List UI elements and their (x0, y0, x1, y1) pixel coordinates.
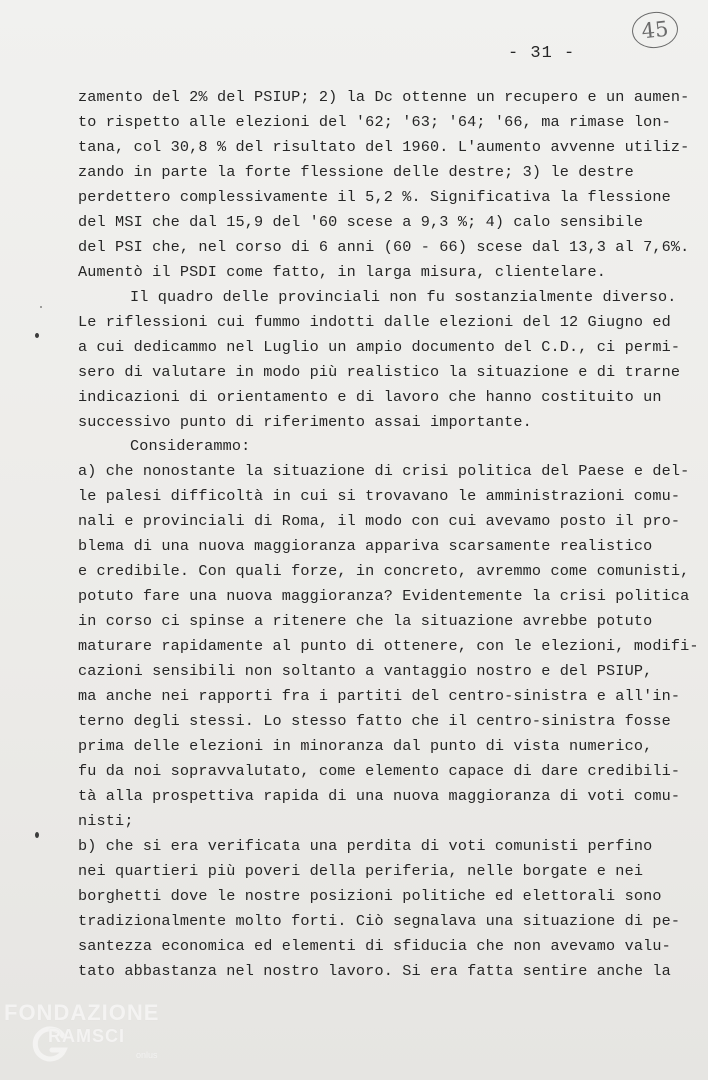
margin-dot (35, 333, 39, 338)
text-line: sero di valutare in modo più realistico la situazione e di trarne (78, 363, 681, 381)
text-line: zando in parte la forte flessione delle destre; 3) le destre (78, 163, 634, 181)
text-line: blema di una nuova maggioranza appariva scarsamente realistico (78, 537, 653, 555)
text-line: a) che nonostante la situazione di crisi politica del Paese e del- (78, 462, 690, 480)
text-line: zamento del 2% del PSIUP; 2) la Dc ottenne un recupero e un aumen- (78, 88, 690, 106)
text-line: nisti; (78, 812, 134, 830)
text-line: santezza economica ed elementi di sfiducia che non avevamo valu- (78, 937, 671, 955)
archive-number: 45 (640, 16, 670, 44)
text-line: e credibile. Con quali forze, in concreto, avremmo come comunisti, (78, 562, 690, 580)
page-number: - 31 - (508, 44, 576, 63)
text-line: nali e provinciali di Roma, il modo con cui avevamo posto il pro- (78, 512, 681, 530)
text-line: del MSI che dal 15,9 del '60 scese a 9,3 %; 4) calo sensibile (78, 213, 644, 231)
text-line: Il quadro delle provinciali non fu sostanzialmente diverso. (130, 288, 677, 306)
text-line: tà alla prospettiva rapida di una nuova maggioranza di voti comu- (78, 787, 681, 805)
text-line: le palesi difficoltà in cui si trovavano le amministrazioni comu- (78, 487, 681, 505)
text-line: maturare rapidamente al punto di ottenere, con le elezioni, modifi- (78, 637, 699, 655)
margin-speck (40, 306, 42, 308)
text-line: tato abbastanza nel nostro lavoro. Si era fatta sentire anche la (78, 962, 671, 980)
text-line: del PSI che, nel corso di 6 anni (60 - 66) scese dal 13,3 al 7,6%. (78, 238, 690, 256)
text-line: nei quartieri più poveri della periferia, nelle borgate e nei (78, 862, 644, 880)
text-line: borghetti dove le nostre posizioni politiche ed elettorali sono (78, 887, 662, 905)
text-line: to rispetto alle elezioni del '62; '63; '64; '66, ma rimase lon- (78, 113, 671, 131)
text-line: potuto fare una nuova maggioranza? Evidentemente la crisi politica (78, 587, 690, 605)
watermark-text: RAMSCI (48, 1026, 125, 1046)
watermark (4, 1000, 204, 1070)
margin-dot (35, 832, 39, 838)
text-line: tradizionalmente molto forti. Ciò segnalava una situazione di pe- (78, 912, 681, 930)
text-line: successivo punto di riferimento assai importante. (78, 413, 532, 431)
text-line: in corso ci spinse a ritenere che la situazione avrebbe potuto (78, 612, 653, 630)
text-line: Considerammo: (130, 437, 251, 455)
watermark-subtext: onlus (136, 1050, 158, 1060)
text-line: ma anche nei rapporti fra i partiti del centro-sinistra e all'in- (78, 687, 681, 705)
text-line: a cui dedicammo nel Luglio un ampio documento del C.D., ci permi- (78, 338, 681, 356)
text-line: b) che si era verificata una perdita di voti comunisti perfino (78, 837, 653, 855)
text-line: fu da noi sopravvalutato, come elemento capace di dare credibili- (78, 762, 681, 780)
text-line: cazioni sensibili non soltanto a vantaggio nostro e del PSIUP, (78, 662, 653, 680)
text-line: Aumentò il PSDI come fatto, in larga misura, clientelare. (78, 263, 607, 281)
text-line: perdettero complessivamente il 5,2 %. Significativa la flessione (78, 188, 671, 206)
text-line: tana, col 30,8 % del risultato del 1960. L'aumento avvenne utiliz- (78, 138, 690, 156)
archive-number-stamp (630, 10, 680, 51)
text-line: terno degli stessi. Lo stesso fatto che il centro-sinistra fosse (78, 712, 671, 730)
watermark-text: FONDAZIONE (4, 1000, 160, 1025)
text-line: indicazioni di orientamento e di lavoro che hanno costituito un (78, 388, 662, 406)
text-line: Le riflessioni cui fummo indotti dalle elezioni del 12 Giugno ed (78, 313, 671, 331)
text-line: prima delle elezioni in minoranza dal punto di vista numerico, (78, 737, 653, 755)
